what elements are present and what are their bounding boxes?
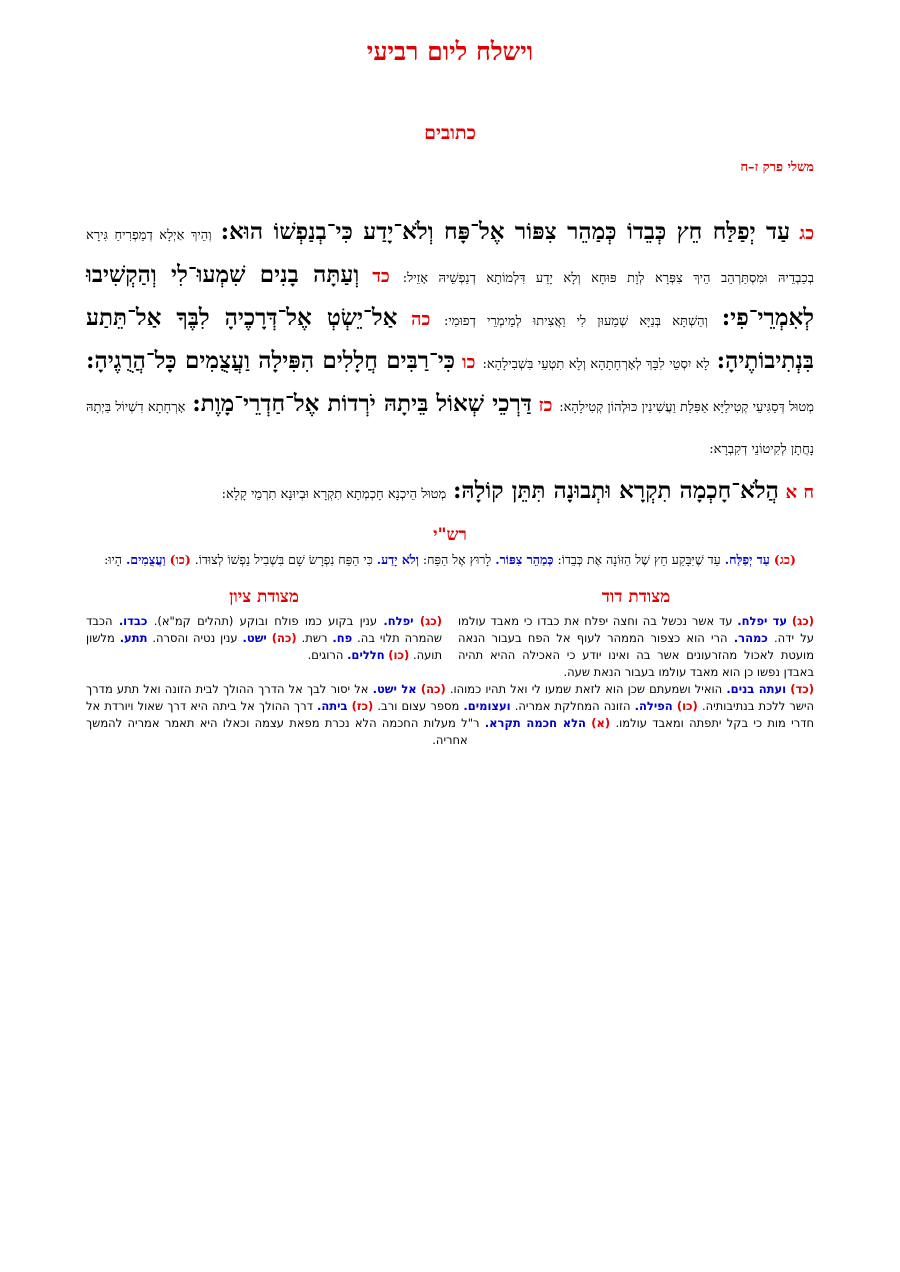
- lemma: כְּמַהֵר צִפּוֹר.: [495, 552, 554, 567]
- lemma: וְלֹא יָדַע.: [376, 552, 419, 567]
- verse-hebrew: כִּי־רַבִּים חֲלָלִים הִפִּילָה וַעֲצֻמִים כָּל־הֲרֻגֶיהָ:: [86, 347, 456, 374]
- lemma: ביתה.: [316, 699, 348, 713]
- verse-hebrew: עַד יְפַלַּח חֵץ כְּבֵדוֹ כְּמַהֵר צִפּוֹר אֶל־פָּח וְלֹא־יָדַע כִּי־בְנַפְשׁוֹ הוּא:: [220, 218, 791, 245]
- verse-ref: (כג): [791, 614, 815, 628]
- verse-paragraph: [86, 471, 814, 514]
- chapter-reference: משלי פרק ז–ח: [740, 160, 814, 175]
- section-title: כתובים: [424, 122, 476, 144]
- verse-ref: (א): [591, 716, 611, 730]
- metzudat-david-continued: [86, 681, 814, 749]
- lemma: תתע.: [119, 631, 148, 645]
- verse-hebrew: אַל־יֵשְׂטְ אֶל־דְּרָכֶיהָ לִבֶּךָ אַל־תֵּתַע בִּנְתִיבוֹתֶיהָ:: [86, 304, 814, 374]
- commentary-text: עד אשר נכשל בה וחצה יפלח את כבדו כי מאבד עולמו על ידה.: [458, 614, 814, 645]
- verse-number: ח א: [785, 482, 814, 503]
- verse-number: כז: [538, 395, 553, 416]
- verse-targum: מְטוּל דְּסַגִּיעֵי קְטִילַיָּא אַפִּלַת וַעֲשִׁינִין כּוּלְהוֹן קְטִילָהָא:: [559, 400, 814, 415]
- verse-targum: וְהַשְׁתָּא בְּנַיָּא שְׁמַעוּן לִי וַאֲצִיתוּ לְמֵימְרֵי דְפוּמִי:: [443, 314, 708, 329]
- verse-ref: (כג): [773, 552, 796, 567]
- commentary-text: אל יסור לבך אל הדרך ההולך לבית הזונה ואל תתע מדרך הישר ללכת בנתיבותיה.: [86, 682, 815, 713]
- verse-ref: (כו): [169, 552, 191, 567]
- verse-ref: (כז): [351, 699, 374, 713]
- verse-paragraph: [86, 212, 814, 469]
- lemma: הלא חכמה תקרא.: [484, 716, 586, 730]
- rashi-title: רש"י: [433, 525, 467, 545]
- verse-ref: (כה): [420, 682, 446, 696]
- lemma: ועתה בנים.: [726, 682, 787, 696]
- lemma: ועצומים.: [463, 699, 511, 713]
- verse-targum: וְהֵיךְ אַיְלָא דְמַפְרִיחַ גִּירָא בְכַבְדֵיהּ וּמִסְתַּרְהֵב הֵיךְ צִפְּרָא לְוָת פּוּחָא וְלָא יָדַע דִּלְמוֹתָא דְנַפְשֵׁיהּ אָזֵיל:: [86, 228, 814, 286]
- commentary-text: דרך ההולך אל ביתה היא דרך שאול ויורדת אל חדרי מות כי בקל יתפתה ומאבד עולמו.: [86, 699, 815, 730]
- verse-number: כד: [372, 266, 390, 287]
- verse-targum: אָרְחָתָא דִשְׁיוֹל בַּיְתָהּ נָחֲתָן לְקִיטוֹנֵי דְקִבְרָא:: [86, 400, 814, 457]
- lemma: הפילה.: [634, 699, 673, 713]
- commentary-text: ר"ל מעלות החכמה הלא נכרת מפאת עצמה וכאלו היא תאמר אמריה להמשך אחריה.: [86, 716, 480, 747]
- verse-number: כה: [411, 309, 431, 330]
- verse-number: כו: [462, 352, 476, 373]
- metzudat-david-text: [458, 613, 814, 681]
- lemma: ישט.: [242, 631, 267, 645]
- verse-ref: (כה): [271, 631, 297, 645]
- commentary-text: הזונה המחלקת אמריה.: [514, 699, 631, 713]
- commentary-text: עַד שֶׁיִּבָּקַע חֵץ שֶׁל הַזּוֹנָה אֶת כְּבֵדוֹ:: [557, 552, 721, 567]
- commentary-text: כִּי הַפַּח נִפְרָשׂ שָׁם בִּשְׁבִיל נַפְשׁוֹ לְצוּדוֹ.: [194, 552, 373, 567]
- verse-targum: מְטוּל הֵיכְנָא חָכְמְתָא תִקְרָא וּבְיוּנָא תִרְמֵי קָלָא:: [221, 487, 447, 502]
- metzudat-david-column: [458, 585, 814, 681]
- verse-ref: (כד): [790, 682, 815, 696]
- commentary-text: הָיוּ:: [104, 552, 122, 567]
- metzudat-tzion-text: [86, 613, 442, 664]
- commentary-text: הואיל ושמעתם שכן הוא לזאת שמעו לי ואל תהיו כמוהו.: [449, 682, 723, 696]
- commentary-text: ענין נטיה והסרה.: [152, 631, 238, 645]
- commentary-text: הכבד שהמרה תלוי בה.: [86, 614, 443, 645]
- verse-number: כג: [799, 223, 815, 244]
- lemma: כמהר.: [733, 631, 768, 645]
- verse-ref: (כו): [388, 648, 410, 662]
- commentary-text: לָרוּץ אֶל הַפַּח:: [422, 552, 492, 567]
- verse-hebrew: דַּרְכֵי שְׁאוֹל בֵּיתָהּ יֹרְדוֹת אֶל־חַדְרֵי־מָוֶת:: [192, 390, 532, 417]
- lemma: פח.: [332, 631, 353, 645]
- metzudat-david-title: מצודת דוד: [601, 587, 671, 607]
- verse-ref: (כו): [676, 699, 698, 713]
- commentary-text: ענין בקוע כמו פולח ובוקע (תהלים קמ"א).: [153, 614, 378, 628]
- lemma: עד יפלח.: [737, 614, 788, 628]
- commentary-text: הרי הוא כצפור הממהר לעוף אל הפח בעבור הנאה מועטת לאכול מהזרעונים אשר בה ואינו יודע כי האכילה ההיא תהיה באבדן נפשו כן הוא מאבד עולמו בעבור הנאת שעה.: [458, 631, 814, 679]
- commentary-text: מספר עצום ורב.: [377, 699, 460, 713]
- page-title: וישלח ליום רביעי: [366, 37, 534, 66]
- commentary-text: מלשון תועה.: [86, 631, 442, 662]
- lemma: אל ישט.: [372, 682, 417, 696]
- metzudat-tzion-title: מצודת ציון: [229, 587, 299, 607]
- verse-ref: (כג): [419, 614, 442, 628]
- verse-hebrew: וְעַתָּה בָנִים שִׁמְעוּ־לִי וְהַקְשִׁיבוּ לְאִמְרֵי־פִי:: [86, 261, 815, 331]
- lemma: יפלח.: [383, 614, 414, 628]
- lemma: כבדו.: [118, 614, 148, 628]
- verse-targum: לָא יִסְטֵי לִבָּךְ לְאָרְחָתָהָא וְלָא תִטְעֵי בִּשְׁבִילָהָא:: [482, 357, 710, 372]
- commentary-text: רשת.: [301, 631, 328, 645]
- main-text: [86, 212, 814, 514]
- metzudat-tzion-column: [86, 585, 442, 681]
- commentary-columns: [86, 585, 814, 681]
- lemma: וַעֲצֻמִים.: [125, 552, 166, 567]
- verse-hebrew: הֲלֹא־חָכְמָה תִקְרָא וּתְבוּנָה תִּתֵּן קוֹלָהּ:: [452, 477, 779, 504]
- lemma: עַד יְפַלַּח.: [724, 552, 770, 567]
- rashi-commentary: [86, 550, 814, 569]
- commentary-text: הרוגים.: [307, 648, 344, 662]
- lemma: חללים.: [347, 648, 385, 662]
